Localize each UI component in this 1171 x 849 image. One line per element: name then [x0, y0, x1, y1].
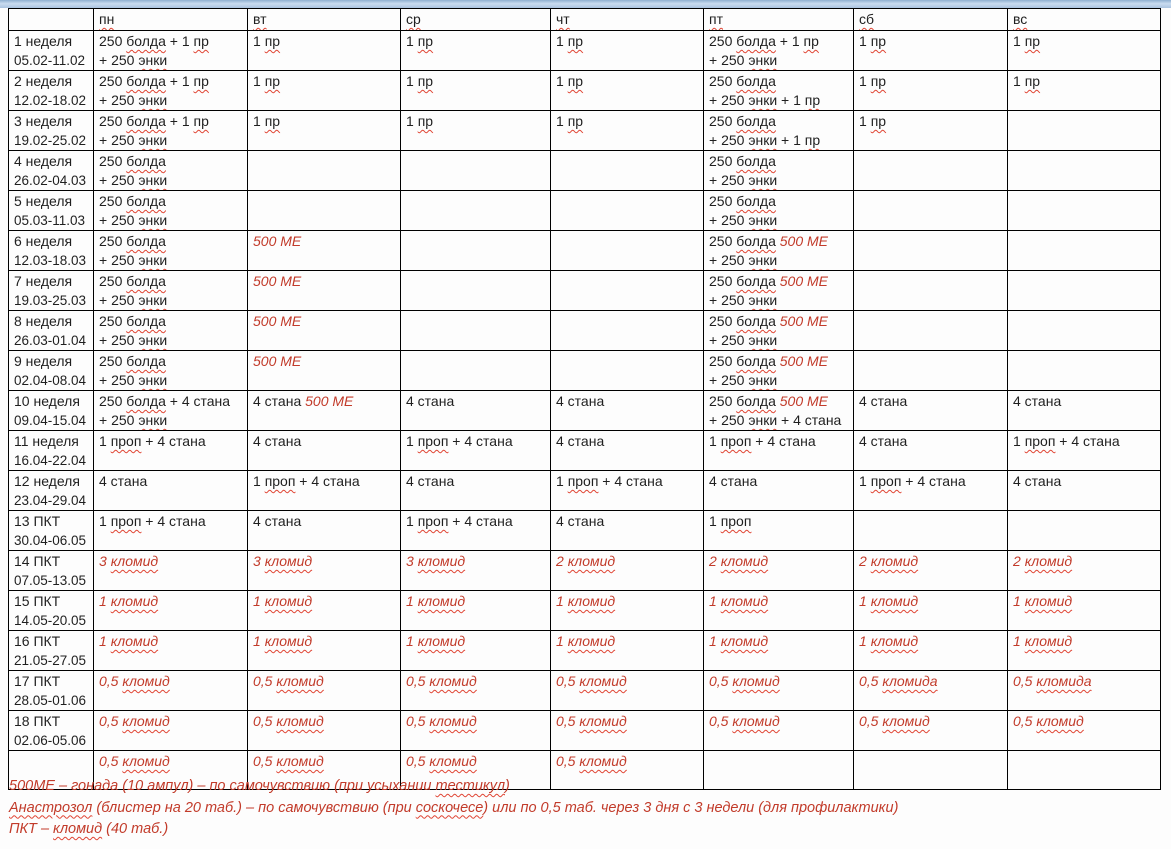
footnote-line: Анастрозол (блистер на 20 таб.) – по самочувствию (при соскочесе) или по 0,5 таб. через 3 дня с 3 недели (для профилактики) — [9, 799, 899, 816]
schedule-cell: 2 кломид — [854, 551, 1008, 591]
week-label: 10 неделя — [14, 393, 80, 409]
week-dates: 28.05-01.06 — [14, 693, 87, 708]
schedule-cell: 250 болда + 1 пр + 250 энки — [94, 71, 248, 111]
table-row — [9, 471, 1161, 511]
schedule-cell: 250 болда + 1 пр + 250 энки — [704, 31, 854, 71]
week-label-cell — [9, 431, 94, 471]
week-label-cell — [9, 351, 94, 391]
table-body — [9, 31, 1161, 790]
week-dates: 07.05-13.05 — [14, 573, 87, 588]
schedule-cell: 500 МЕ — [248, 311, 401, 351]
week-label: 14 ПКТ — [14, 553, 61, 569]
schedule-cell: 1 пр — [551, 31, 704, 71]
day-header-cell: сб — [854, 9, 1008, 31]
schedule-cell: 0,5 кломид — [248, 751, 401, 790]
schedule-cell — [854, 191, 1008, 231]
schedule-cell: 1 пр — [854, 31, 1008, 71]
schedule-cell: 1 проп + 4 стана — [854, 471, 1008, 511]
week-dates: 21.05-27.05 — [14, 653, 87, 668]
schedule-cell: 0,5 кломид — [551, 751, 704, 790]
table-row — [9, 591, 1161, 631]
schedule-cell — [1008, 231, 1161, 271]
week-dates: 16.04-22.04 — [14, 453, 87, 468]
schedule-cell: 1 кломид — [704, 631, 854, 671]
schedule-cell: 1 пр — [551, 71, 704, 111]
schedule-cell: 250 болда + 250 энки — [94, 311, 248, 351]
schedule-cell — [1008, 151, 1161, 191]
schedule-cell: 1 пр — [401, 71, 551, 111]
week-dates: 05.03-11.03 — [14, 213, 86, 228]
schedule-cell — [854, 311, 1008, 351]
table-row — [9, 271, 1161, 311]
schedule-cell: 250 болда 500 МЕ + 250 энки — [704, 351, 854, 391]
schedule-cell: 1 кломид — [1008, 591, 1161, 631]
week-label-cell — [9, 271, 94, 311]
schedule-cell: 1 проп + 4 стана — [248, 471, 401, 511]
window-top-bar — [0, 0, 1171, 8]
day-header-cell: вт — [248, 9, 401, 31]
schedule-cell: 1 кломид — [1008, 631, 1161, 671]
week-label-cell — [9, 31, 94, 71]
schedule-cell: 1 проп + 4 стана — [94, 431, 248, 471]
schedule-cell — [1008, 111, 1161, 151]
schedule-cell: 1 проп — [704, 511, 854, 551]
schedule-cell: 0,5 кломид — [704, 671, 854, 711]
schedule-cell: 4 стана — [1008, 471, 1161, 511]
table-row — [9, 671, 1161, 711]
day-header-cell: ср — [401, 9, 551, 31]
week-label: 8 неделя — [14, 313, 73, 329]
schedule-cell: 1 проп + 4 стана — [551, 471, 704, 511]
schedule-cell: 0,5 кломид — [94, 711, 248, 751]
schedule-cell: 0,5 кломид — [401, 671, 551, 711]
week-label-cell — [9, 111, 94, 151]
table-row — [9, 151, 1161, 191]
schedule-cell: 0,5 кломид — [854, 711, 1008, 751]
week-label-cell — [9, 391, 94, 431]
schedule-cell — [401, 351, 551, 391]
schedule-cell — [551, 151, 704, 191]
schedule-cell: 1 пр — [248, 31, 401, 71]
schedule-cell: 0,5 кломид — [94, 671, 248, 711]
schedule-cell: 500 МЕ — [248, 351, 401, 391]
schedule-cell — [401, 231, 551, 271]
schedule-cell: 0,5 кломид — [248, 671, 401, 711]
day-header-cell: чт — [551, 9, 704, 31]
corner-header-cell — [9, 9, 94, 31]
table-row — [9, 31, 1161, 71]
schedule-cell: 1 пр — [1008, 31, 1161, 71]
schedule-cell: 4 стана — [854, 431, 1008, 471]
week-label-cell — [9, 591, 94, 631]
schedule-cell: 4 стана — [551, 391, 704, 431]
schedule-cell: 4 стана — [248, 431, 401, 471]
schedule-cell: 250 болда + 250 энки — [94, 191, 248, 231]
table-row — [9, 111, 1161, 151]
schedule-cell: 3 кломид — [248, 551, 401, 591]
schedule-cell — [1008, 271, 1161, 311]
schedule-cell: 1 пр — [401, 31, 551, 71]
week-label: 9 неделя — [14, 353, 73, 369]
schedule-cell: 2 кломид — [704, 551, 854, 591]
week-label-cell — [9, 711, 94, 751]
schedule-cell: 1 кломид — [854, 591, 1008, 631]
schedule-cell: 0,5 кломид — [1008, 711, 1161, 751]
week-label-cell — [9, 471, 94, 511]
schedule-cell: 1 пр — [551, 111, 704, 151]
week-label-cell — [9, 551, 94, 591]
schedule-cell: 2 кломид — [1008, 551, 1161, 591]
week-dates: 14.05-20.05 — [14, 613, 87, 628]
schedule-cell — [401, 271, 551, 311]
schedule-cell: 1 пр — [401, 111, 551, 151]
schedule-cell: 250 болда 500 МЕ + 250 энки + 4 стана — [704, 391, 854, 431]
schedule-cell: 2 кломид — [551, 551, 704, 591]
schedule-cell — [401, 311, 551, 351]
schedule-cell: 250 болда 500 МЕ + 250 энки — [704, 311, 854, 351]
footnotes — [9, 776, 1159, 841]
week-label: 3 неделя — [14, 113, 73, 129]
schedule-cell: 1 проп + 4 стана — [401, 431, 551, 471]
table-row — [9, 191, 1161, 231]
schedule-cell: 1 кломид — [248, 631, 401, 671]
schedule-cell — [1008, 511, 1161, 551]
schedule-cell: 1 пр — [854, 111, 1008, 151]
schedule-cell: 0,5 кломида — [1008, 671, 1161, 711]
table-row — [9, 551, 1161, 591]
week-dates: 12.02-18.02 — [14, 93, 87, 108]
table-header-row — [9, 9, 1161, 31]
week-label-cell — [9, 231, 94, 271]
day-header-cell: пн — [94, 9, 248, 31]
schedule-cell — [551, 231, 704, 271]
schedule-cell: 0,5 кломид — [551, 711, 704, 751]
table-header — [9, 9, 1161, 31]
week-label-cell — [9, 151, 94, 191]
schedule-cell — [854, 351, 1008, 391]
week-dates: 23.04-29.04 — [14, 493, 87, 508]
week-label: 4 неделя — [14, 153, 73, 169]
schedule-table — [8, 8, 1161, 790]
schedule-cell: 1 кломид — [248, 591, 401, 631]
schedule-cell: 250 болда 500 МЕ + 250 энки — [704, 231, 854, 271]
table-row — [9, 231, 1161, 271]
week-dates: 02.04-08.04 — [14, 373, 87, 388]
week-label: 6 неделя — [14, 233, 73, 249]
schedule-cell: 4 стана — [1008, 391, 1161, 431]
schedule-cell: 4 стана — [248, 511, 401, 551]
week-label: 17 ПКТ — [14, 673, 61, 689]
schedule-cell — [551, 351, 704, 391]
schedule-cell: 1 кломид — [401, 591, 551, 631]
week-dates: 26.02-04.03 — [14, 173, 87, 188]
schedule-cell — [854, 271, 1008, 311]
schedule-cell — [401, 191, 551, 231]
schedule-cell — [401, 151, 551, 191]
schedule-cell: 0,5 кломид — [551, 671, 704, 711]
week-dates: 30.04-06.05 — [14, 533, 87, 548]
schedule-cell: 250 болда + 250 энки — [94, 231, 248, 271]
day-header-cell: вс — [1008, 9, 1161, 31]
week-label: 18 ПКТ — [14, 713, 61, 729]
schedule-cell: 4 стана 500 МЕ — [248, 391, 401, 431]
schedule-cell: 3 кломид — [94, 551, 248, 591]
schedule-cell: 3 кломид — [401, 551, 551, 591]
table-row — [9, 71, 1161, 111]
table-row — [9, 511, 1161, 551]
schedule-cell: 1 кломид — [854, 631, 1008, 671]
schedule-cell: 0,5 кломид — [401, 711, 551, 751]
schedule-cell: 1 пр — [248, 71, 401, 111]
week-label: 5 неделя — [14, 193, 73, 209]
schedule-cell: 250 болда + 250 энки — [704, 191, 854, 231]
schedule-cell: 4 стана — [94, 471, 248, 511]
schedule-cell: 250 болда 500 МЕ + 250 энки — [704, 271, 854, 311]
schedule-cell: 250 болда + 250 энки — [94, 151, 248, 191]
schedule-cell: 1 пр — [248, 111, 401, 151]
schedule-cell: 500 МЕ — [248, 271, 401, 311]
week-label: 1 неделя — [14, 33, 73, 49]
schedule-cell: 1 пр — [854, 71, 1008, 111]
schedule-cell — [248, 191, 401, 231]
schedule-cell: 0,5 кломид — [94, 751, 248, 790]
schedule-cell: 4 стана — [401, 391, 551, 431]
schedule-cell — [248, 151, 401, 191]
week-dates: 02.06-05.06 — [14, 733, 87, 748]
week-label-cell — [9, 71, 94, 111]
schedule-cell: 4 стана — [551, 511, 704, 551]
schedule-cell — [1008, 311, 1161, 351]
schedule-cell: 1 проп + 4 стана — [704, 431, 854, 471]
day-header-cell: пт — [704, 9, 854, 31]
week-dates: 19.03-25.03 — [14, 293, 87, 308]
week-label: 7 неделя — [14, 273, 73, 289]
schedule-cell: 250 болда + 1 пр + 250 энки — [94, 111, 248, 151]
schedule-cell: 1 кломид — [94, 591, 248, 631]
schedule-cell — [854, 231, 1008, 271]
week-dates: 09.04-15.04 — [14, 413, 87, 428]
schedule-cell: 1 кломид — [551, 591, 704, 631]
week-label: 2 неделя — [14, 73, 73, 89]
schedule-cell: 250 болда + 250 энки — [94, 271, 248, 311]
schedule-cell: 250 болда + 4 стана + 250 энки — [94, 391, 248, 431]
schedule-cell: 0,5 кломид — [248, 711, 401, 751]
schedule-cell: 250 болда + 250 энки + 1 пр — [704, 111, 854, 151]
schedule-cell — [551, 271, 704, 311]
table-row — [9, 631, 1161, 671]
week-dates: 05.02-11.02 — [14, 53, 86, 68]
schedule-cell: 250 болда + 250 энки + 1 пр — [704, 71, 854, 111]
week-label: 13 ПКТ — [14, 513, 61, 529]
schedule-cell: 500 МЕ — [248, 231, 401, 271]
schedule-cell: 1 проп + 4 стана — [94, 511, 248, 551]
schedule-cell: 4 стана — [551, 431, 704, 471]
schedule-cell: 4 стана — [704, 471, 854, 511]
schedule-cell — [551, 191, 704, 231]
schedule-cell: 1 кломид — [94, 631, 248, 671]
schedule-cell: 1 проп + 4 стана — [401, 511, 551, 551]
table-row — [9, 391, 1161, 431]
footnote-line: ПКТ – кломид (40 таб.) — [9, 821, 169, 837]
schedule-cell — [854, 511, 1008, 551]
schedule-cell: 1 кломид — [551, 631, 704, 671]
week-dates: 19.02-25.02 — [14, 133, 87, 148]
week-label: 15 ПКТ — [14, 593, 61, 609]
schedule-cell — [854, 151, 1008, 191]
schedule-cell — [551, 311, 704, 351]
schedule-cell: 4 стана — [401, 471, 551, 511]
week-label-cell — [9, 631, 94, 671]
schedule-cell: 0,5 кломид — [401, 751, 551, 790]
table-row — [9, 711, 1161, 751]
table-row — [9, 311, 1161, 351]
week-dates: 12.03-18.03 — [14, 253, 87, 268]
schedule-cell: 0,5 кломид — [704, 711, 854, 751]
schedule-cell — [1008, 191, 1161, 231]
week-label-cell — [9, 671, 94, 711]
schedule-cell — [1008, 351, 1161, 391]
table-row — [9, 431, 1161, 471]
week-label: 11 неделя — [14, 433, 79, 449]
week-label: 12 неделя — [14, 473, 80, 489]
week-label-cell — [9, 511, 94, 551]
schedule-cell: 0,5 кломида — [854, 671, 1008, 711]
week-dates: 26.03-01.04 — [14, 333, 87, 348]
week-label: 16 ПКТ — [14, 633, 61, 649]
schedule-cell: 1 пр — [1008, 71, 1161, 111]
schedule-cell: 1 проп + 4 стана — [1008, 431, 1161, 471]
schedule-cell: 4 стана — [854, 391, 1008, 431]
footnote-line: 500МЕ – гонада (10 ампул) – по самочувствию (при усыхании тестикул) — [9, 778, 510, 794]
schedule-cell: 1 кломид — [704, 591, 854, 631]
week-label-cell — [9, 311, 94, 351]
schedule-cell: 250 болда + 250 энки — [704, 151, 854, 191]
schedule-cell: 250 болда + 250 энки — [94, 351, 248, 391]
table-row — [9, 351, 1161, 391]
week-label-cell — [9, 191, 94, 231]
schedule-cell: 1 кломид — [401, 631, 551, 671]
schedule-cell: 250 болда + 1 пр + 250 энки — [94, 31, 248, 71]
